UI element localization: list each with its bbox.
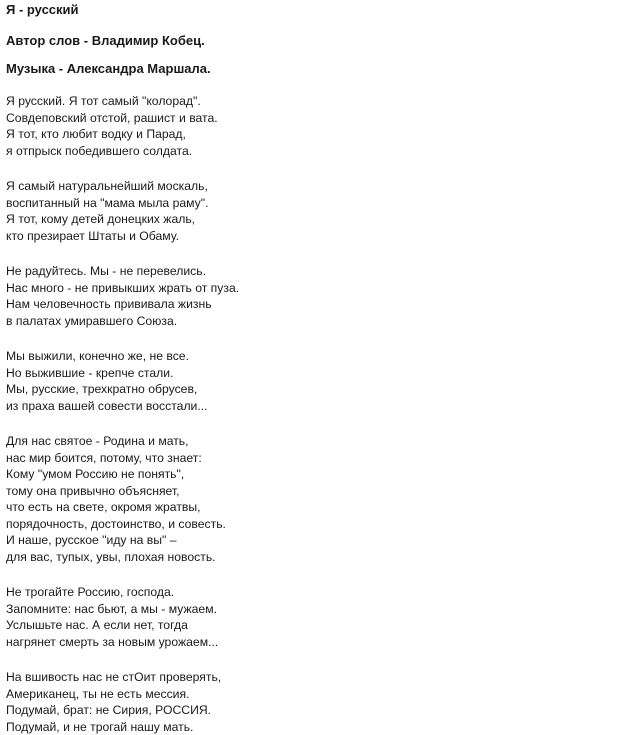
poem-line: Услышьте нас. А если нет, тогда [6, 617, 620, 634]
poem-line: Но выжившие - крепче стали. [6, 365, 620, 382]
poem-line: Я русский. Я тот самый "колорад". [6, 93, 620, 110]
poem-line: в палатах умиравшего Союза. [6, 313, 620, 330]
poem-line: Подумай, и не трогай нашу мать. [6, 719, 620, 735]
poem-line: Я самый натуральнейший москаль, [6, 178, 620, 195]
poem-line: что есть на свете, окромя жратвы, [6, 499, 620, 516]
poem-line: Мы, русские, трехкратно обрусев, [6, 381, 620, 398]
poem-line: Я тот, кому детей донецких жаль, [6, 211, 620, 228]
poem-line: Не трогайте Россию, господа. [6, 584, 620, 601]
stanza [6, 669, 620, 735]
stanza [6, 263, 620, 329]
poem-line: Я тот, кто любит водку и Парад, [6, 126, 620, 143]
poem-line: для вас, тупых, увы, плохая новость. [6, 549, 620, 566]
poem-line: Мы выжили, конечно же, не все. [6, 348, 620, 365]
poem-line: воспитанный на "мама мыла раму". [6, 195, 620, 212]
stanza [6, 93, 620, 159]
poem-line: Не радуйтесь. Мы - не перевелись. [6, 263, 620, 280]
poem-line: Запомните: нас бьют, а мы - мужаем. [6, 601, 620, 618]
poem-author: Автор слов - Владимир Кобец. [6, 33, 620, 48]
poem-line: Кому "умом Россию не понять", [6, 466, 620, 483]
poem-line: порядочность, достоинство, и совесть. [6, 516, 620, 533]
stanza [6, 584, 620, 650]
poem-line: нас мир боится, потому, что знает: [6, 450, 620, 467]
stanza [6, 178, 620, 244]
poem-line: из праха вашей совести восстали... [6, 398, 620, 415]
poem-music-credit: Музыка - Александра Маршала. [6, 61, 620, 76]
stanza [6, 433, 620, 565]
poem-line: нагрянет смерть за новым урожаем... [6, 634, 620, 651]
poem-title: Я - русский [6, 2, 620, 17]
poem-line: тому она привычно объясняет, [6, 483, 620, 500]
poem-line: Американец, ты не есть мессия. [6, 686, 620, 703]
poem-line: И наше, русское "иду на вы" – [6, 532, 620, 549]
poem-line: я отпрыск победившего солдата. [6, 143, 620, 160]
stanza [6, 348, 620, 414]
poem-line: Нам человечность прививала жизнь [6, 296, 620, 313]
poem-line: кто презирает Штаты и Обаму. [6, 228, 620, 245]
poem-line: Совдеповский отстой, рашист и вата. [6, 110, 620, 127]
poem-line: Подумай, брат: не Сирия, РОССИЯ. [6, 702, 620, 719]
poem-line: Для нас святое - Родина и мать, [6, 433, 620, 450]
poem-line: На вшивость нас не стОит проверять, [6, 669, 620, 686]
poem-line: Нас много - не привыкших жрать от пуза. [6, 280, 620, 297]
